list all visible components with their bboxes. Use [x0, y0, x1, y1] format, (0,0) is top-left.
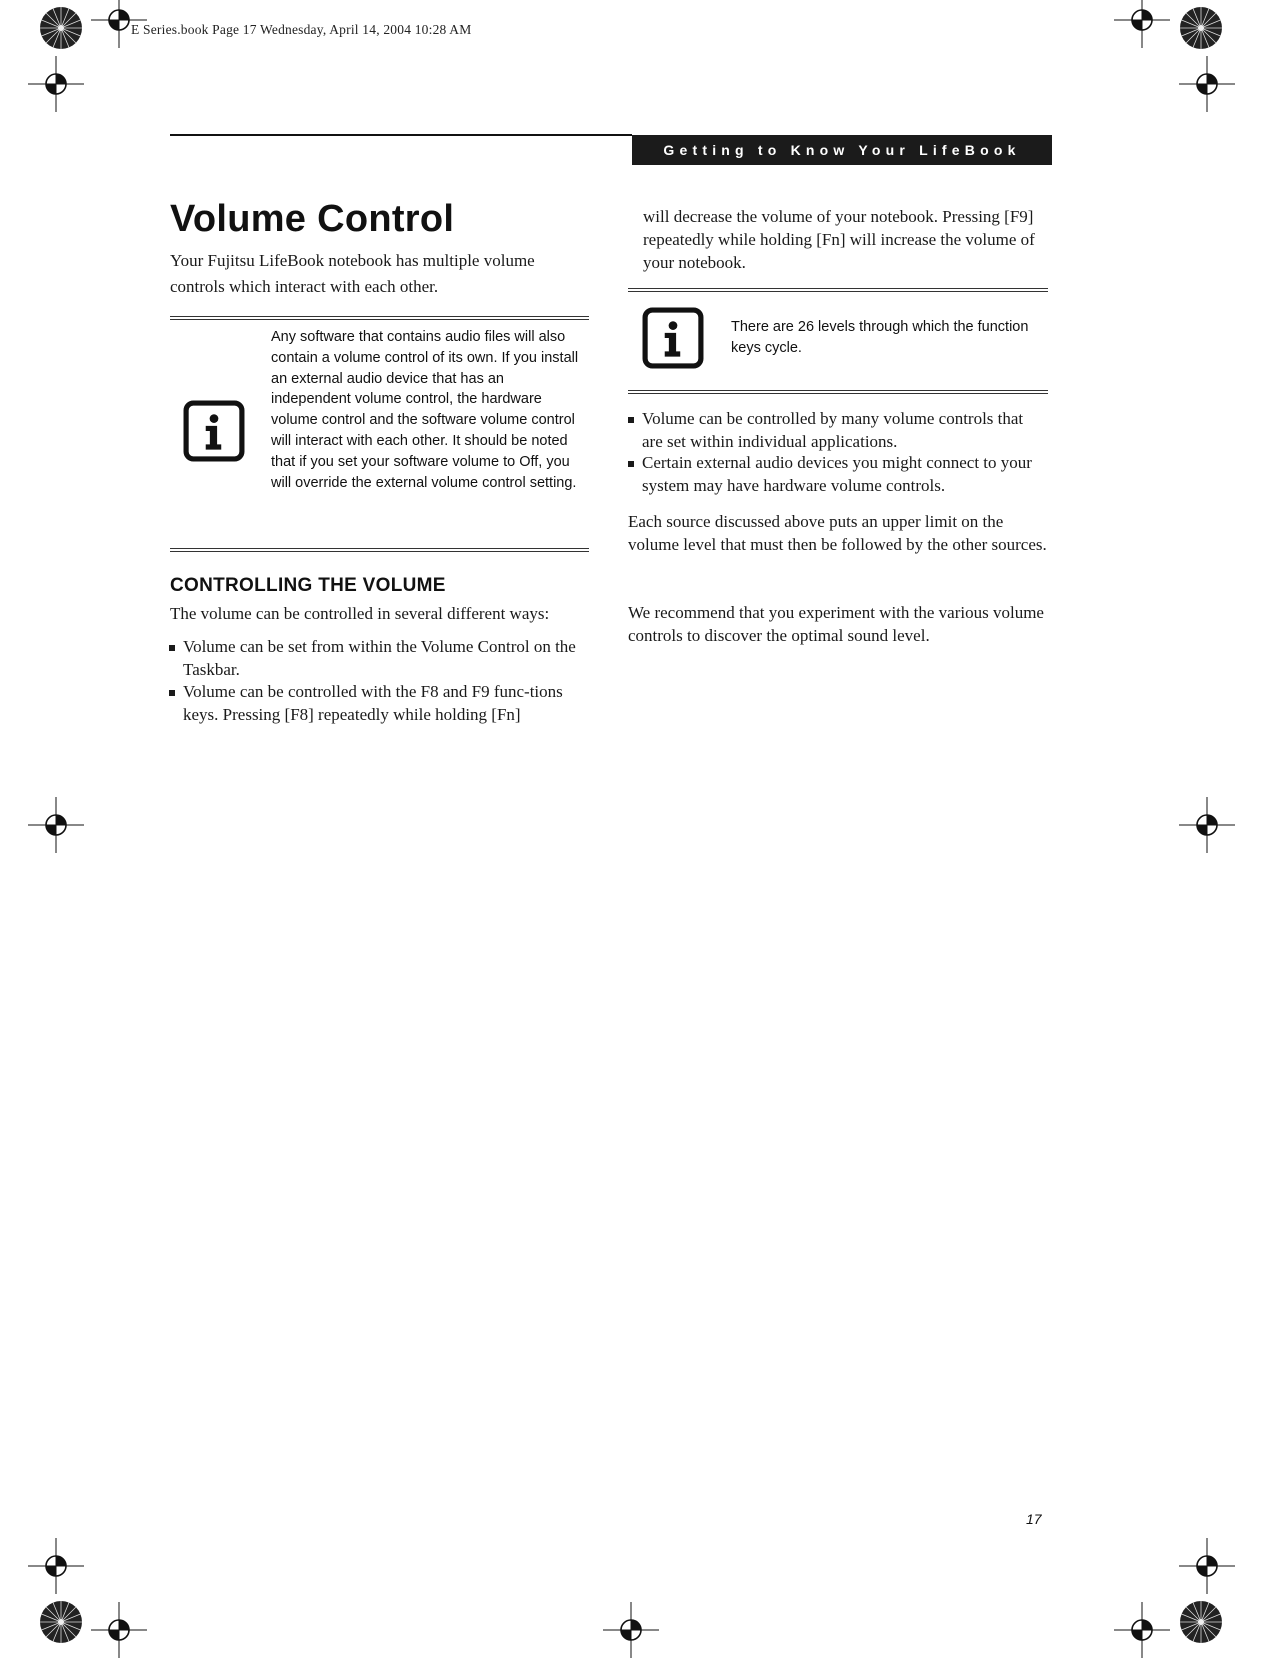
list-item-text: Volume can be controlled by many volume controls that are set within individual applications.: [642, 409, 1024, 451]
ways-intro: The volume can be controlled in several different ways:: [170, 604, 550, 623]
color-rosette-icon: [39, 1600, 83, 1644]
color-rosette-icon: [39, 6, 83, 50]
registration-mark-icon: [28, 56, 84, 112]
intro-paragraph: Your Fujitsu LifeBook notebook has multiple volume controls which interact with each other.: [170, 251, 535, 296]
note-text: Any software that contains audio files will also contain a volume control of its own. If you install an external audio device that has an independent volume control, the hardware volume control and the software volume control will interact with each other. It should be noted that if you set your software volume to Off, you will override the external volume control setting.: [271, 329, 579, 491]
registration-mark-icon: [1114, 0, 1170, 48]
list-item-text: Certain external audio devices you might connect to your system may have hardware volume controls.: [642, 453, 1032, 495]
section-header: Getting to Know Your LifeBook: [632, 135, 1052, 165]
paragraph: Each source discussed above puts an upper limit on the volume level that must then be followed by the other sources.: [628, 512, 1047, 554]
page-title: Volume Control: [170, 198, 455, 240]
note-bottom-rule: [628, 390, 1048, 394]
header-rule: [170, 134, 632, 136]
paragraph: We recommend that you experiment with the various volume controls to discover the optimal sound level.: [628, 603, 1044, 645]
info-icon: [642, 307, 704, 369]
print-slug: E Series.book Page 17 Wednesday, April 14, 2004 10:28 AM: [131, 22, 472, 37]
bullet-icon: [169, 690, 175, 696]
list-item-text: Volume can be set from within the Volume Control on the Taskbar.: [183, 637, 576, 679]
bullet-icon: [169, 645, 175, 651]
info-icon: [183, 400, 245, 462]
list-item: [628, 452, 1048, 497]
note-bottom-rule: [170, 548, 589, 552]
registration-mark-icon: [28, 1538, 84, 1594]
registration-mark-icon: [1179, 56, 1235, 112]
note-top-rule: [170, 316, 589, 320]
bullet-icon: [628, 461, 634, 467]
note-text: There are 26 levels through which the function keys cycle.: [731, 319, 1029, 356]
list-item: [628, 408, 1048, 453]
color-rosette-icon: [1179, 6, 1223, 50]
list-item: [169, 681, 593, 726]
list-item: [169, 636, 593, 681]
continued-paragraph: will decrease the volume of your notebook. Pressing [F9] repeatedly while holding [Fn] will increase the volume of your notebook.: [643, 207, 1035, 272]
registration-mark-icon: [1179, 1538, 1235, 1594]
registration-mark-icon: [1179, 797, 1235, 853]
registration-mark-icon: [28, 797, 84, 853]
color-rosette-icon: [1179, 1600, 1223, 1644]
list-item-text: Volume can be controlled with the F8 and F9 func-tions keys. Pressing [F8] repeatedly while holding [Fn]: [183, 682, 563, 724]
section-heading: CONTROLLING THE VOLUME: [170, 575, 446, 596]
page-number: 17: [1026, 1511, 1042, 1527]
bullet-icon: [628, 417, 634, 423]
note-top-rule: [628, 288, 1048, 292]
